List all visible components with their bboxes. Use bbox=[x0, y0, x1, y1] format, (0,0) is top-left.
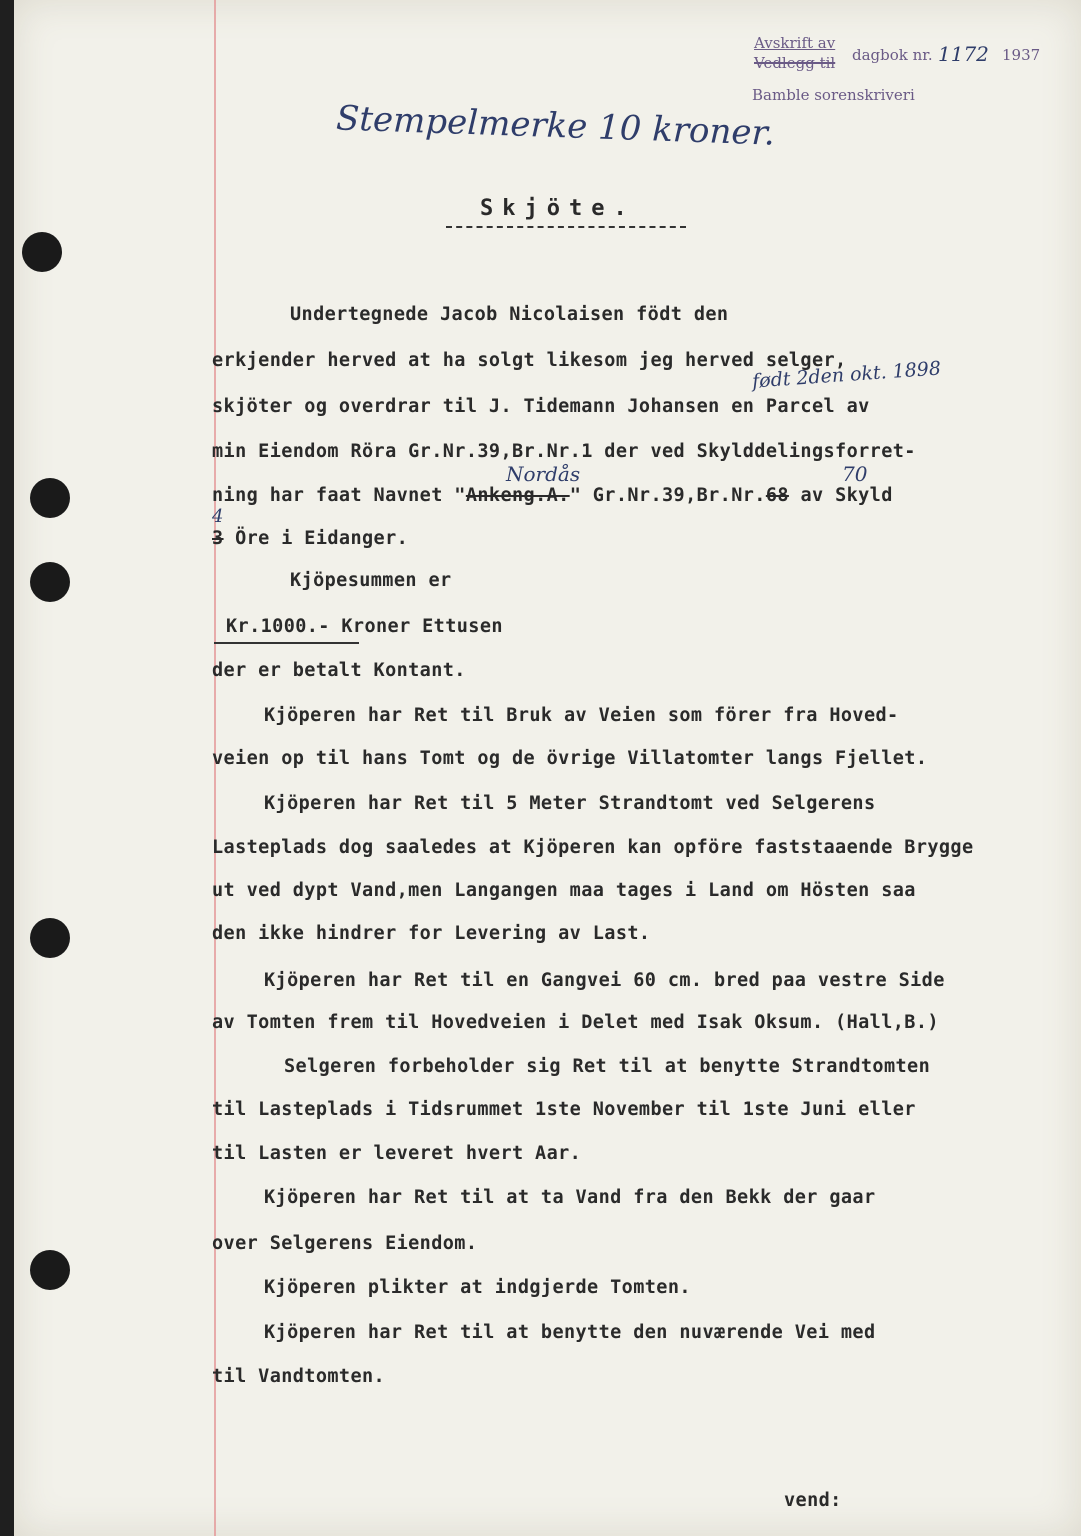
text-line: Lasteplads dog saaledes at Kjöperen kan opföre faststaaende Brygge bbox=[212, 837, 974, 858]
text-line: ut ved dypt Vand,men Langangen maa tages i Land om Hösten saa bbox=[212, 880, 916, 901]
document-title: Skjöte. bbox=[480, 196, 636, 221]
punch-hole bbox=[30, 562, 70, 602]
handwritten-four: 4 bbox=[212, 506, 224, 527]
text-line: til Lasten er leveret hvert Aar. bbox=[212, 1143, 582, 1164]
text-line: Undertegnede Jacob Nicolaisen födt den bbox=[290, 304, 729, 325]
stamp-dagbok-label: dagbok nr. bbox=[852, 46, 933, 64]
punch-hole bbox=[30, 478, 70, 518]
amount-underline bbox=[214, 642, 359, 644]
text-line: veien op til hans Tomt og de övrige Villatomter langs Fjellet. bbox=[212, 748, 928, 769]
handwritten-birthdate: født 2den okt. 1898 bbox=[751, 357, 942, 393]
text-line: erkjender herved at ha solgt likesom jeg herved selger, bbox=[212, 350, 847, 371]
stempelmerke-note: Stempelmerke 10 kroner. bbox=[335, 98, 776, 154]
handwritten-nordas: Nordås bbox=[506, 462, 581, 486]
text-fragment: ning har faat Navnet " bbox=[212, 485, 466, 506]
struck-text: Ankeng.A. bbox=[465, 485, 570, 506]
text-line: Kjöpesummen er bbox=[290, 570, 452, 591]
text-line bbox=[212, 485, 893, 506]
text-line: til Lasteplads i Tidsrummet 1ste November til 1ste Juni eller bbox=[212, 1099, 916, 1120]
text-line: Kjöperen har Ret til 5 Meter Strandtomt ved Selgerens bbox=[264, 793, 876, 814]
text-fragment: Öre i Eidanger. bbox=[223, 528, 409, 549]
text-fragment: " Gr.Nr.39,Br.Nr. bbox=[569, 485, 766, 506]
text-line: Kjöperen har Ret til Bruk av Veien som förer fra Hoved- bbox=[264, 705, 899, 726]
stamp-vedlegg: Vedlegg til bbox=[754, 54, 836, 72]
stamp-avskrift: Avskrift av bbox=[754, 34, 836, 52]
text-line bbox=[212, 528, 408, 549]
handwritten-seventy: 70 bbox=[842, 462, 868, 486]
text-line: Kjöperen har Ret til at benytte den nuværende Vei med bbox=[264, 1322, 876, 1343]
text-line: skjöter og overdrar til J. Tidemann Johansen en Parcel av bbox=[212, 396, 870, 417]
text-line: Kjöperen har Ret til en Gangvei 60 cm. bred paa vestre Side bbox=[264, 970, 945, 991]
struck-text: 68 bbox=[765, 485, 789, 506]
text-line: over Selgerens Eiendom. bbox=[212, 1233, 478, 1254]
text-line: av Tomten frem til Hovedveien i Delet med Isak Oksum. (Hall,B.) bbox=[212, 1012, 939, 1033]
stamp-office: Bamble sorenskriveri bbox=[752, 86, 915, 104]
text-line: Selgeren forbeholder sig Ret til at benytte Strandtomten bbox=[284, 1056, 931, 1077]
text-line: Kjöperen plikter at indgjerde Tomten. bbox=[264, 1277, 691, 1298]
text-line: til Vandtomten. bbox=[212, 1366, 386, 1387]
title-underline bbox=[446, 226, 686, 228]
punch-hole bbox=[22, 232, 62, 272]
stamp-year: 1937 bbox=[1002, 46, 1041, 64]
stamp-dagbok-number: 1172 bbox=[938, 42, 989, 66]
text-line: Kr.1000.- Kroner Ettusen bbox=[226, 616, 503, 637]
text-line: min Eiendom Röra Gr.Nr.39,Br.Nr.1 der ved Skylddelingsforret- bbox=[212, 441, 916, 462]
punch-hole bbox=[30, 1250, 70, 1290]
page-turn-note: vend: bbox=[784, 1490, 842, 1511]
text-line: Kjöperen har Ret til at ta Vand fra den Bekk der gaar bbox=[264, 1187, 876, 1208]
struck-text: 3 bbox=[212, 528, 224, 549]
text-fragment: av Skyld bbox=[788, 485, 893, 506]
text-line: den ikke hindrer for Levering av Last. bbox=[212, 923, 651, 944]
text-line: der er betalt Kontant. bbox=[212, 660, 466, 681]
punch-hole bbox=[30, 918, 70, 958]
